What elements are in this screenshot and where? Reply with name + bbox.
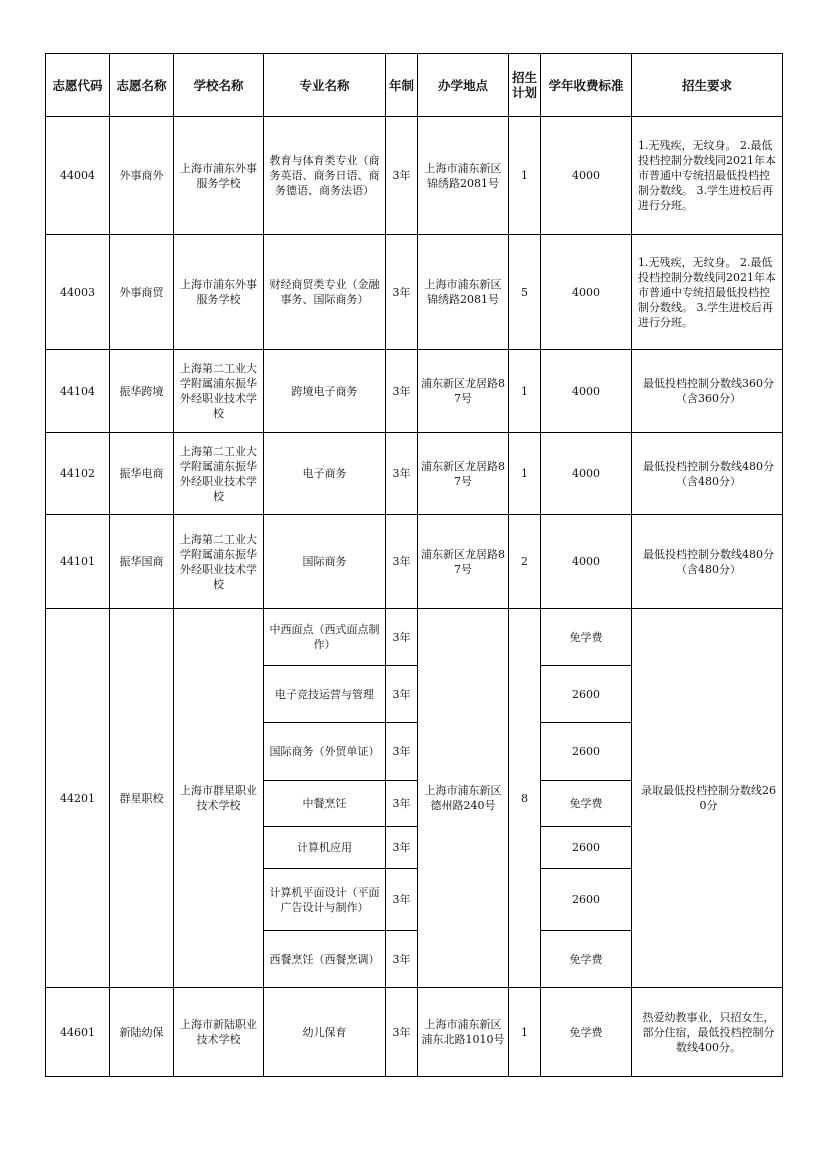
cell-school: 上海市浦东外事服务学校 xyxy=(174,235,264,350)
cell-fee: 4000 xyxy=(541,515,632,609)
cell-fee: 免学费 xyxy=(541,781,632,827)
admission-table xyxy=(45,53,783,1077)
cell-years: 3年 xyxy=(386,666,418,723)
cell-years: 3年 xyxy=(386,931,418,988)
cell-school: 上海第二工业大学附属浦东振华外经职业技术学校 xyxy=(174,350,264,433)
table-row xyxy=(46,988,783,1077)
cell-school: 上海第二工业大学附属浦东振华外经职业技术学校 xyxy=(174,515,264,609)
cell-plan: 5 xyxy=(509,235,541,350)
cell-major: 电子竞技运营与管理 xyxy=(264,666,386,723)
header-plan: 招生计划 xyxy=(509,54,541,117)
cell-major: 计算机平面设计（平面广告设计与制作） xyxy=(264,869,386,931)
cell-years: 3年 xyxy=(386,350,418,433)
cell-vname: 外事商外 xyxy=(110,117,174,235)
cell-req: 录取最低投档控制分数线260分 xyxy=(632,609,783,988)
cell-plan: 2 xyxy=(509,515,541,609)
table-row xyxy=(46,117,783,235)
cell-vname: 新陆幼保 xyxy=(110,988,174,1077)
cell-plan: 8 xyxy=(509,609,541,988)
cell-code: 44201 xyxy=(46,609,110,988)
cell-address: 浦东新区龙居路87号 xyxy=(418,515,509,609)
cell-fee: 4000 xyxy=(541,117,632,235)
cell-code: 44003 xyxy=(46,235,110,350)
cell-school: 上海市群星职业技术学校 xyxy=(174,609,264,988)
cell-vname: 振华电商 xyxy=(110,433,174,515)
cell-major: 西餐烹饪（西餐烹调） xyxy=(264,931,386,988)
cell-fee: 2600 xyxy=(541,869,632,931)
cell-address: 浦东新区龙居路87号 xyxy=(418,350,509,433)
cell-fee: 2600 xyxy=(541,723,632,781)
cell-req: 最低投档控制分数线480分（含480分） xyxy=(632,433,783,515)
cell-major: 幼儿保育 xyxy=(264,988,386,1077)
cell-fee: 2600 xyxy=(541,827,632,869)
cell-req: 最低投档控制分数线360分（含360分） xyxy=(632,350,783,433)
cell-major: 跨境电子商务 xyxy=(264,350,386,433)
cell-plan: 1 xyxy=(509,117,541,235)
table-row xyxy=(46,515,783,609)
cell-address: 上海市浦东新区锦绣路2081号 xyxy=(418,235,509,350)
cell-vname: 外事商贸 xyxy=(110,235,174,350)
cell-address: 浦东新区龙居路87号 xyxy=(418,433,509,515)
table-row xyxy=(46,350,783,433)
cell-code: 44601 xyxy=(46,988,110,1077)
cell-plan: 1 xyxy=(509,350,541,433)
cell-major: 国际商务 xyxy=(264,515,386,609)
cell-years: 3年 xyxy=(386,781,418,827)
cell-years: 3年 xyxy=(386,235,418,350)
cell-address: 上海市浦东新区锦绣路2081号 xyxy=(418,117,509,235)
cell-address: 上海市浦东新区德州路240号 xyxy=(418,609,509,988)
cell-major: 教育与体育类专业（商务英语、商务日语、商务德语、商务法语） xyxy=(264,117,386,235)
header-code: 志愿代码 xyxy=(46,54,110,117)
cell-years: 3年 xyxy=(386,117,418,235)
table-row xyxy=(46,433,783,515)
cell-plan: 1 xyxy=(509,433,541,515)
cell-years: 3年 xyxy=(386,433,418,515)
cell-school: 上海市浦东外事服务学校 xyxy=(174,117,264,235)
cell-req: 1.无残疾，无纹身。 2.最低投档控制分数线同2021年本市普通中专统招最低投档控制分数线。 3.学生进校后再进行分班。 xyxy=(632,117,783,235)
cell-fee: 免学费 xyxy=(541,609,632,666)
table-row xyxy=(46,609,783,666)
cell-fee: 免学费 xyxy=(541,931,632,988)
header-row xyxy=(46,54,783,117)
header-years: 年制 xyxy=(386,54,418,117)
cell-code: 44102 xyxy=(46,433,110,515)
cell-school: 上海第二工业大学附属浦东振华外经职业技术学校 xyxy=(174,433,264,515)
cell-years: 3年 xyxy=(386,827,418,869)
cell-major: 中餐烹饪 xyxy=(264,781,386,827)
cell-fee: 免学费 xyxy=(541,988,632,1077)
cell-req: 最低投档控制分数线480分（含480分） xyxy=(632,515,783,609)
cell-major: 电子商务 xyxy=(264,433,386,515)
header-fee: 学年收费标准 xyxy=(541,54,632,117)
cell-address: 上海市浦东新区浦东北路1010号 xyxy=(418,988,509,1077)
header-address: 办学地点 xyxy=(418,54,509,117)
header-school: 学校名称 xyxy=(174,54,264,117)
cell-major: 中西面点（西式面点制作） xyxy=(264,609,386,666)
cell-years: 3年 xyxy=(386,609,418,666)
cell-req: 热爱幼教事业，只招女生，部分住宿，最低投档控制分数线400分。 xyxy=(632,988,783,1077)
cell-fee: 4000 xyxy=(541,350,632,433)
cell-fee: 4000 xyxy=(541,235,632,350)
cell-years: 3年 xyxy=(386,723,418,781)
cell-vname: 振华国商 xyxy=(110,515,174,609)
header-major: 专业名称 xyxy=(264,54,386,117)
cell-years: 3年 xyxy=(386,988,418,1077)
header-vname: 志愿名称 xyxy=(110,54,174,117)
cell-fee: 2600 xyxy=(541,666,632,723)
cell-school: 上海市新陆职业技术学校 xyxy=(174,988,264,1077)
cell-req: 1.无残疾，无纹身。 2.最低投档控制分数线同2021年本市普通中专统招最低投档控制分数线。 3.学生进校后再进行分班。 xyxy=(632,235,783,350)
header-req: 招生要求 xyxy=(632,54,783,117)
cell-major: 计算机应用 xyxy=(264,827,386,869)
cell-major: 国际商务（外贸单证） xyxy=(264,723,386,781)
table-row xyxy=(46,235,783,350)
cell-years: 3年 xyxy=(386,515,418,609)
cell-years: 3年 xyxy=(386,869,418,931)
cell-plan: 1 xyxy=(509,988,541,1077)
cell-code: 44004 xyxy=(46,117,110,235)
cell-code: 44104 xyxy=(46,350,110,433)
cell-vname: 振华跨境 xyxy=(110,350,174,433)
cell-fee: 4000 xyxy=(541,433,632,515)
cell-code: 44101 xyxy=(46,515,110,609)
cell-major: 财经商贸类专业（金融事务、国际商务） xyxy=(264,235,386,350)
cell-vname: 群星职校 xyxy=(110,609,174,988)
